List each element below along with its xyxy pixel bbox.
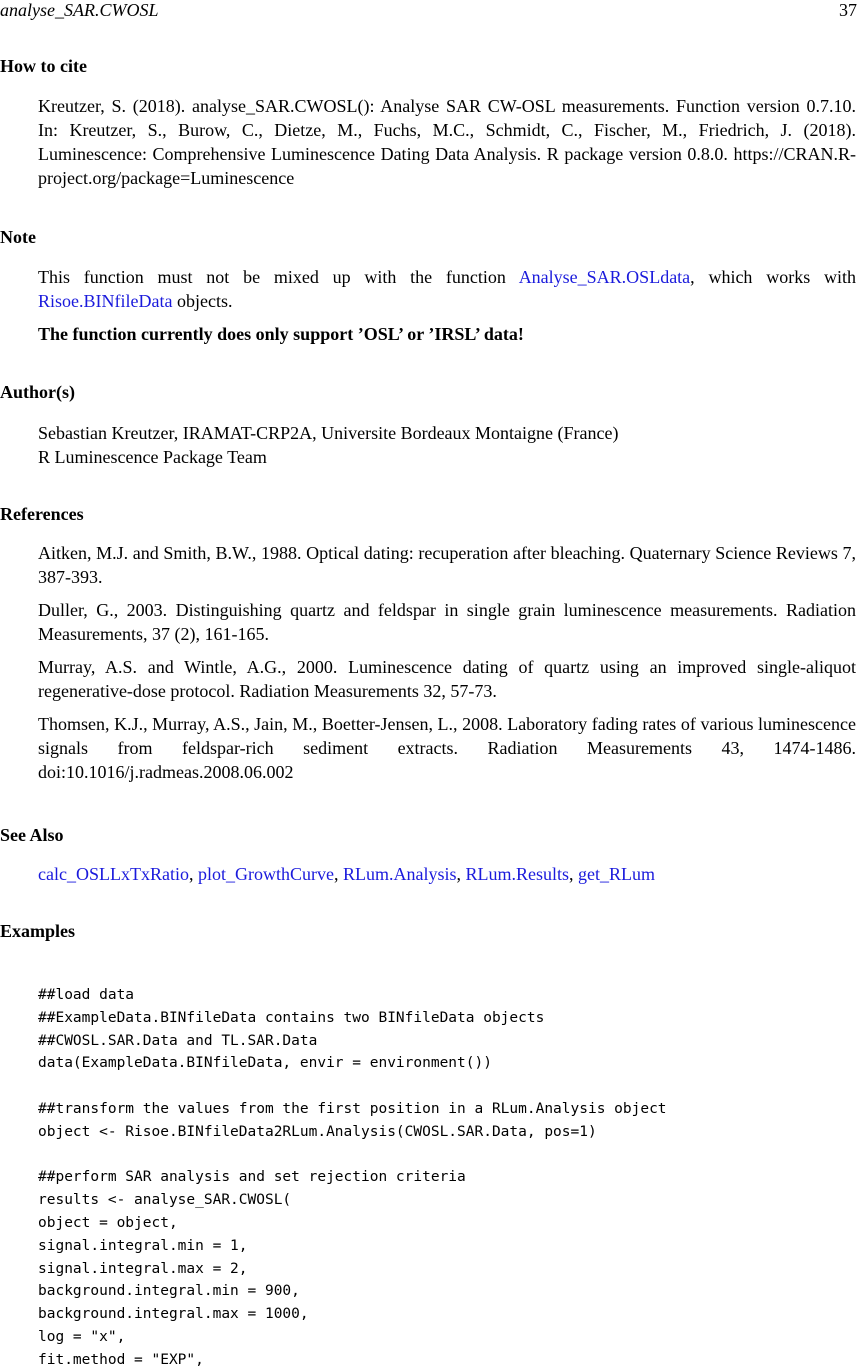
see-also-sep: , [568, 864, 578, 884]
link-rlum-analysis[interactable]: RLum.Analysis [342, 864, 457, 884]
page-number: 37 [839, 0, 857, 20]
note-text-2: , which works with [690, 267, 856, 287]
code-line: background.integral.min = 900, [38, 1283, 300, 1300]
code-line: object <- Risoe.BINfileData2RLum.Analysis(CWOSL.SAR.Data, pos=1) [38, 1123, 597, 1140]
author-line-1: Sebastian Kreutzer, IRAMAT-CRP2A, Universite Bordeaux Montaigne (France) [38, 423, 619, 443]
example-code-block [38, 984, 856, 1372]
section-heading-note: Note [0, 227, 36, 247]
code-line [38, 1144, 856, 1167]
code-line: results <- analyse_SAR.CWOSL( [38, 1192, 292, 1209]
reference-item-2: Duller, G., 2003. Distinguishing quartz and feldspar in single grain luminescence measurements. Radiation Measurements, 37 (2), 161-165. [38, 600, 856, 644]
link-risoe-binfiledata[interactable]: Risoe.BINfileData [38, 291, 173, 311]
section-references [0, 502, 857, 526]
link-analyse-sar-osldata[interactable]: Analyse_SAR.OSLdata [518, 267, 691, 287]
section-how-to-cite [0, 54, 857, 78]
code-line: data(ExampleData.BINfileData, envir = environment()) [38, 1055, 492, 1072]
section-heading-authors: Author(s) [0, 382, 75, 402]
running-head [0, 0, 857, 22]
section-examples [0, 919, 857, 943]
note-text-1: This function must not be mixed up with the function [38, 267, 519, 287]
code-line: background.integral.max = 1000, [38, 1306, 309, 1323]
section-see-also [0, 823, 857, 847]
code-line: log = "x", [38, 1328, 126, 1345]
section-note [0, 225, 857, 249]
running-head-title: analyse_SAR.CWOSL [0, 0, 159, 20]
link-plot-growthcurve[interactable]: plot_GrowthCurve [197, 864, 334, 884]
code-line: ##transform the values from the first position in a RLum.Analysis object [38, 1100, 667, 1117]
reference-item-3: Murray, A.S. and Wintle, A.G., 2000. Luminescence dating of quartz using an improved single-aliquot regenerative-dose protocol. Radiation Measurements 32, 57-73. [38, 657, 856, 701]
code-line: ##load data [38, 987, 135, 1003]
reference-item-4: Thomsen, K.J., Murray, A.S., Jain, M., Boetter-Jensen, L., 2008. Laboratory fading rates of various luminescence signals from feldspar-rich sediment extracts. Radiation Measurements 43, 1474-1486. doi:10.1016/j.radmeas.2008.06.002 [38, 714, 856, 782]
references-block [38, 541, 856, 784]
section-authors [0, 380, 857, 404]
code-line: object = object, [38, 1214, 178, 1231]
code-line: ##perform SAR analysis and set rejection criteria [38, 1169, 466, 1186]
see-also-block [38, 862, 856, 886]
authors-block [38, 421, 856, 469]
see-also-sep: , [456, 864, 466, 884]
reference-item-1: Aitken, M.J. and Smith, B.W., 1988. Optical dating: recuperation after bleaching. Quaternary Science Reviews 7, 387-393. [38, 543, 856, 587]
see-also-sep: , [333, 864, 343, 884]
link-rlum-results[interactable]: RLum.Results [465, 864, 569, 884]
section-heading-references: References [0, 504, 84, 524]
code-line: fit.method = "EXP", [38, 1351, 204, 1368]
code-line [38, 1075, 856, 1098]
citation-text: Kreutzer, S. (2018). analyse_SAR.CWOSL(): Analyse SAR CW-OSL measurements. Function version 0.7.10. In: Kreutzer, S., Burow, C., Dietze, M., Fuchs, M.C., Schmidt, C., Fischer, M., Friedrich, J. (2018). Luminescence: Comprehensive Luminescence Dating Data Analysis. R package version 0.8.0. https://CRAN.R-project.org/package=Luminescence [38, 96, 856, 188]
author-line-2: R Luminescence Package Team [38, 447, 267, 467]
note-text-3: objects. [172, 291, 233, 311]
code-line: signal.integral.max = 2, [38, 1260, 248, 1277]
link-calc-osllxtxratio[interactable]: calc_OSLLxTxRatio [38, 864, 189, 884]
code-line: ##CWOSL.SAR.Data and TL.SAR.Data [38, 1032, 318, 1049]
section-heading-examples: Examples [0, 921, 76, 941]
code-line: signal.integral.min = 1, [38, 1237, 248, 1254]
code-line: ##ExampleData.BINfileData contains two BINfileData objects [38, 1009, 545, 1026]
link-get-rlum[interactable]: get_RLum [577, 864, 655, 884]
cite-block [38, 94, 856, 190]
note-paragraph [38, 265, 856, 313]
see-also-sep: , [188, 864, 198, 884]
see-also-links [38, 862, 856, 886]
note-bold-line: The function currently does only support ’OSL’ or ’IRSL’ data! [38, 324, 524, 344]
note-block [38, 265, 856, 346]
section-heading-how-to-cite: How to cite [0, 56, 87, 76]
section-heading-see-also: See Also [0, 825, 64, 845]
